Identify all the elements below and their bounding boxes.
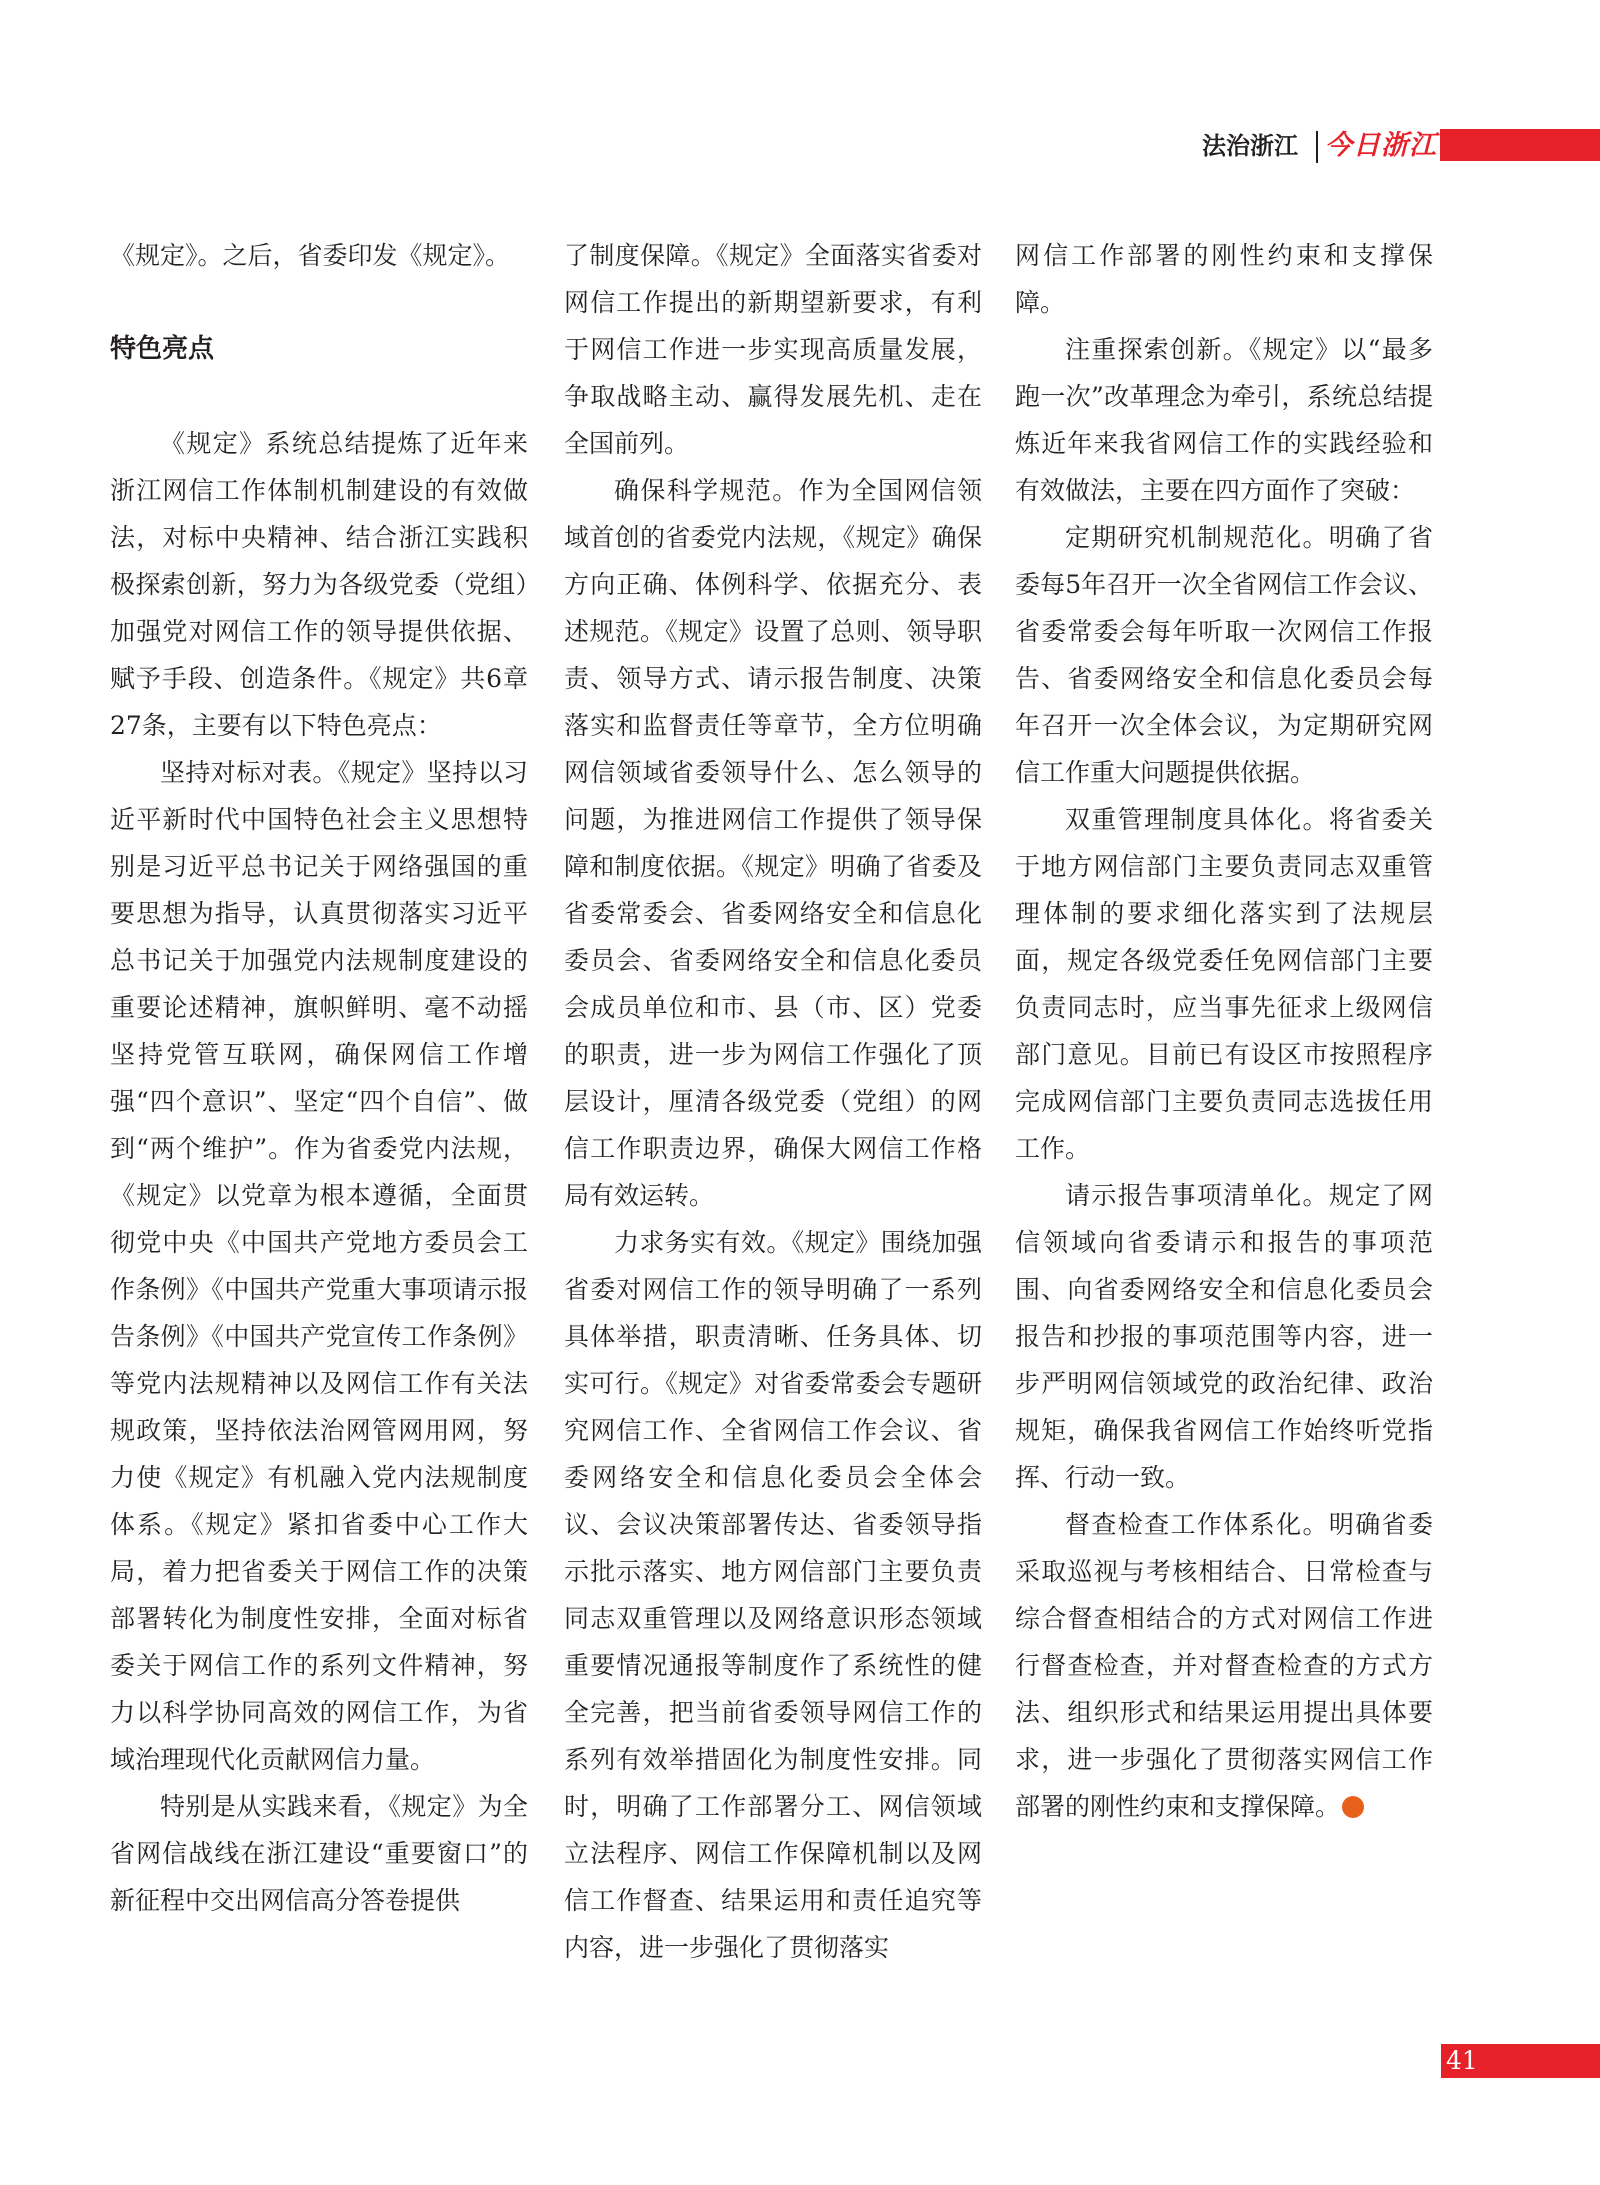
paragraph: 特别是从实践来看，《规定》为全省网信战线在浙江建设“重要窗口”的新征程中交出网信高分答卷提供: [110, 1792, 528, 1915]
paragraph-text: 督查检查工作体系化。明确省委采取巡视与考核相结合、日常检查与综合督查相结合的方式对网信工作进行督查检查，并对督查检查的方式方法、组织形式和结果运用提出具体要求，进一步强化了贯彻落实网信工作部署的刚性约束和支撑保障。: [1015, 1510, 1433, 1821]
last-paragraph: [1015, 1501, 1433, 1830]
text-column-1: [110, 232, 528, 1924]
column-3-intro: 网信工作部署的刚性约束和支撑保障。: [1015, 241, 1433, 317]
header-color-bar: [1440, 129, 1600, 161]
paragraph: 坚持对标对表。《规定》坚持以习近平新时代中国特色社会主义思想特别是习近平总书记关于网络强国的重要思想为指导，认真贯彻落实习近平总书记关于加强党内法规制度建设的重要论述精神，旗帜鲜明、毫不动摇坚持党管互联网，确保网信工作增强“四个意识”、坚定“四个自信”、做到“两个维护”。作为省委党内法规，《规定》以党章为根本遵循，全面贯彻党中央《中国共产党地方委员会工作条例》《中国共产党重大事项请示报告条例》《中国共产党宣传工作条例》等党内法规精神以及网信工作有关法规政策，坚持依法治网管网用网，努力使《规定》有机融入党内法规制度体系。《规定》紧扣省委中心工作大局，着力把省委关于网信工作的决策部署转化为制度性安排，全面对标省委关于网信工作的系列文件精神，努力以科学协同高效的网信工作，为省域治理现代化贡献网信力量。: [110, 758, 528, 1774]
paragraph: 了制度保障。《规定》全面落实省委对网信工作提出的新期望新要求，有利于网信工作进一步实现高质量发展，争取战略主动、赢得发展先机、走在全国前列。: [564, 241, 982, 458]
section-heading: 特色亮点: [110, 334, 215, 364]
text-column-3: [1015, 232, 1433, 1830]
section-name: 法治浙江: [1202, 132, 1298, 160]
paragraph: 定期研究机制规范化。明确了省委每5年召开一次全省网信工作会议、省委常委会每年听取一次网信工作报告、省委网络安全和信息化委员会每年召开一次全体会议，为定期研究网信工作重大问题提供依据。: [1015, 523, 1433, 787]
column-1-intro: 《规定》。之后，省委印发《规定》。: [110, 241, 511, 270]
page-header: [1202, 127, 1600, 167]
paragraph: 《规定》系统总结提炼了近年来浙江网信工作体制机制建设的有效做法，对标中央精神、结合浙江实践积极探索创新，努力为各级党委（党组）加强党对网信工作的领导提供依据、赋予手段、创造条件。《规定》共6章27条，主要有以下特色亮点：: [110, 429, 528, 740]
text-column-2: [564, 232, 982, 1971]
header-divider: [1316, 131, 1318, 163]
paragraph: 请示报告事项清单化。规定了网信领域向省委请示和报告的事项范围、向省委网络安全和信息化委员会报告和抄报的事项范围等内容，进一步严明网信领域党的政治纪律、政治规矩，确保我省网信工作始终听党指挥、行动一致。: [1015, 1181, 1433, 1492]
paragraph: 确保科学规范。作为全国网信领域首创的省委党内法规，《规定》确保方向正确、体例科学、依据充分、表述规范。《规定》设置了总则、领导职责、领导方式、请示报告制度、决策落实和监督责任等章节，全方位明确网信领域省委领导什么、怎么领导的问题，为推进网信工作提供了领导保障和制度依据。《规定》明确了省委及省委常委会、省委网络安全和信息化委员会、省委网络安全和信息化委员会成员单位和市、县（市、区）党委的职责，进一步为网信工作强化了顶层设计，厘清各级党委（党组）的网信工作职责边界，确保大网信工作格局有效运转。: [564, 476, 982, 1210]
publication-logo: 今日浙江: [1325, 130, 1437, 161]
page-number: 41: [1446, 2046, 1478, 2075]
paragraph: 注重探索创新。《规定》以“最多跑一次”改革理念为牵引，系统总结提炼近年来我省网信工作的实践经验和有效做法，主要在四方面作了突破：: [1015, 335, 1433, 505]
paragraph: 双重管理制度具体化。将省委关于地方网信部门主要负责同志双重管理体制的要求细化落实到了法规层面，规定各级党委任免网信部门主要负责同志时，应当事先征求上级网信部门意见。目前已有设区市按照程序完成网信部门主要负责同志选拔任用工作。: [1015, 805, 1433, 1163]
paragraph: 力求务实有效。《规定》围绕加强省委对网信工作的领导明确了一系列具体举措，职责清晰、任务具体、切实可行。《规定》对省委常委会专题研究网信工作、全省网信工作会议、省委网络安全和信息化委员会全体会议、会议决策部署传达、省委领导指示批示落实、地方网信部门主要负责同志双重管理以及网络意识形态领域重要情况通报等制度作了系统性的健全完善，把当前省委领导网信工作的系列有效举措固化为制度性安排。同时，明确了工作部署分工、网信领域立法程序、网信工作保障机制以及网信工作督查、结果运用和责任追究等内容，进一步强化了贯彻落实: [564, 1228, 982, 1962]
end-mark-icon: [1342, 1796, 1364, 1818]
